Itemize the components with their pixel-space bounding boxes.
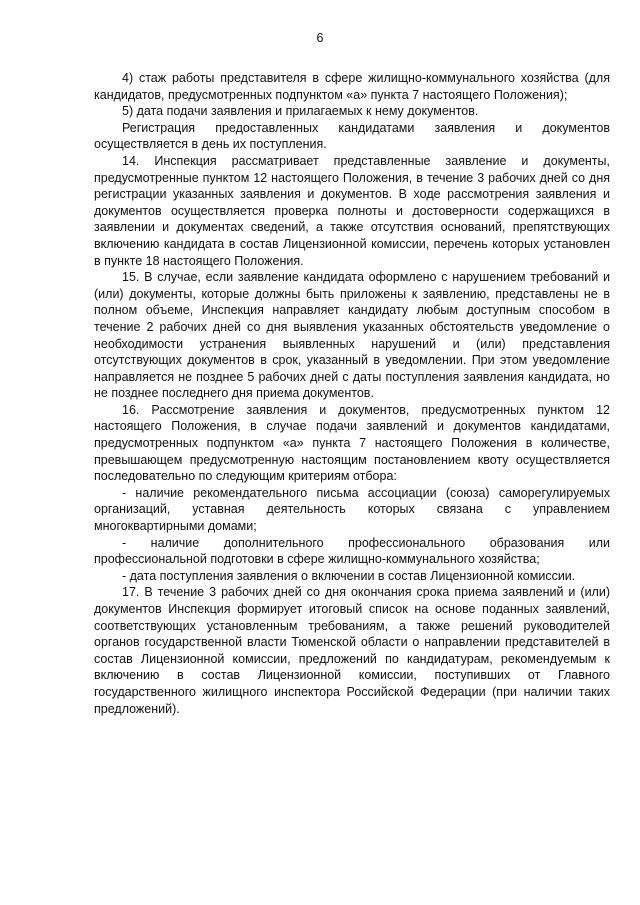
paragraph-registration: Регистрация предоставленных кандидатами заявления и документов осуществляется в день их поступления. [94, 120, 610, 152]
criterion-recommendation-letter: - наличие рекомендательного письма ассоциации (союза) саморегулируемых организаций, уставная деятельность которых связана с управлением многоквартирными домами; [94, 485, 610, 534]
paragraph-14: 14. Инспекция рассматривает представленные заявление и документы, предусмотренные пунктом 12 настоящего Положения, в течение 3 рабочих дней со дня регистрации указанных заявления и документов. В ходе рассмотрения заявления и документов осуществляется проверка полноты и достоверности содержащихся в заявлении и документах сведений, а также отсутствия оснований, препятствующих включению кандидата в состав Лицензионной комиссии, перечень которых установлен в пункте 18 настоящего Положения. [94, 153, 610, 268]
criterion-additional-education: - наличие дополнительного профессионального образования или профессиональной подготовки в сфере жилищно-коммунального хозяйства; [94, 535, 610, 567]
page-number: 6 [316, 31, 324, 45]
criterion-application-date: - дата поступления заявления о включении в состав Лицензионной комиссии. [122, 568, 576, 583]
paragraph-15: 15. В случае, если заявление кандидата оформлено с нарушением требований и (или) документы, которые должны быть приложены к заявлению, представлены не в полном объеме, Инспекция направляет кандидату любым доступным способом в течение 2 рабочих дней со дня выявления указанных обстоятельств уведомление о необходимости устранения выявленных нарушений и (или) представления отсутствующих документов в срок, указанный в уведомлении. При этом уведомление направляется не позднее 5 рабочих дней с даты поступления заявления кандидата, но не позднее последнего дня приема документов. [94, 270, 610, 401]
paragraph-17: 17. В течение 3 рабочих дней со дня окончания срока приема заявлений и (или) документов Инспекция формирует итоговый список на основе поданных заявлений, соответствующих установленным требованиям, а также решений руководителей органов государственной власти Тюменской области о направлении представителей в состав Лицензионной комиссии, предложений по кандидатурам, рекомендуемым к включению в состав Лицензионной комиссии, поступивших от Главного государственного жилищного инспектора Российской Федерации (при наличии таких предложений). [94, 585, 610, 716]
paragraph-item-4: 4) стаж работы представителя в сфере жилищно-коммунального хозяйства (для кандидатов, предусмотренных подпунктом «а» пункта 7 настоящего Положения); [94, 71, 610, 102]
paragraph-item-5: 5) дата подачи заявления и прилагаемых к нему документов. [122, 104, 479, 119]
paragraph-16: 16. Рассмотрение заявления и документов, предусмотренных пунктом 12 настоящего Положения, в случае подачи заявлений и документов кандидатами, предусмотренных подпунктом «а» пункта 7 настоящего Положения в количестве, превышающем предусмотренную настоящим постановлением квоту осуществляется последовательно по следующим критериям отбора: [94, 402, 610, 484]
document-body [94, 70, 610, 717]
